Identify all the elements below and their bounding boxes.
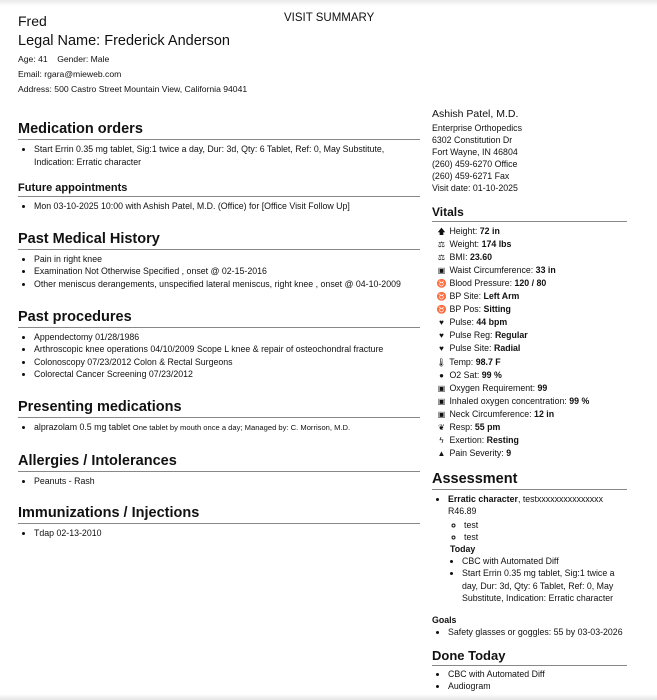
scale-icon: ⚖: [437, 252, 446, 262]
vital-value: 98.7 F: [475, 356, 501, 367]
list-item: • Arthroscopic knee operations 04/10/2009 Scope L knee & repair of osteochondral fracture: [34, 343, 420, 356]
heartbeat-icon: ♥: [439, 344, 444, 354]
heartbeat-icon: ♥: [439, 331, 444, 341]
vital-item: [436, 395, 627, 408]
vital-item: [436, 277, 627, 290]
diagnosis-item: [448, 493, 627, 543]
vital-label: BMI:: [449, 251, 468, 262]
arrow-up-icon: 🡅: [437, 226, 446, 236]
done-today-section: [432, 648, 627, 692]
section-heading: Presenting medications: [18, 398, 420, 418]
list-item: • Audiogram: [448, 680, 627, 692]
top-shadow: [0, 0, 657, 6]
medication-name: alprazolam 0.5 mg tablet: [34, 421, 131, 432]
thermometer-icon: 🌡: [436, 357, 447, 367]
list-item: • CBC with Automated Diff: [448, 668, 627, 680]
list-item: • Start Errin 0.35 mg tablet, Sig:1 twice a day, Dur: 3d, Qty: 6 Tablet, Ref: 0, May Substitute, Indication: Erratic character: [462, 567, 627, 604]
list-item: [34, 421, 420, 435]
practice-name: Enterprise Orthopedics: [432, 123, 522, 133]
vital-label: Pain Severity:: [449, 448, 504, 459]
medication-orders-section: [18, 120, 420, 168]
list-item: • Mon 03-10-2025 10:00 with Ashish Patel, M.D. (Office) for [Office Visit Follow Up]: [34, 200, 420, 213]
vital-item: [436, 225, 627, 238]
vital-item: [436, 369, 627, 382]
section-heading: Allergies / Intolerances: [18, 452, 420, 472]
heartbeat-icon: ♥: [439, 318, 444, 328]
presenting-medications-section: [18, 398, 420, 435]
vitals-list: [436, 225, 627, 461]
vital-value: 99 %: [481, 369, 502, 380]
section-heading: Assessment: [432, 470, 627, 490]
sub-item: ◦ test: [464, 531, 627, 543]
diagnosis-name: Erratic character: [448, 494, 518, 505]
office-phone: (260) 459-6270 Office: [432, 159, 518, 170]
leaf-icon: ❦: [438, 422, 445, 432]
vital-label: Waist Circumference:: [449, 264, 534, 275]
left-column: [18, 12, 420, 540]
list-item: • Colorectal Cancer Screening 07/23/2012: [34, 368, 420, 381]
vital-label: Height:: [449, 225, 478, 236]
vital-value: Regular: [494, 330, 528, 341]
section-heading: Done Today: [432, 648, 627, 666]
section-heading: Past procedures: [18, 308, 420, 328]
vital-label: Exertion:: [449, 435, 485, 446]
vitals-section: [432, 205, 627, 461]
document-title: VISIT SUMMARY: [284, 12, 375, 24]
vital-value: 99: [537, 382, 548, 393]
vital-value: 12 in: [534, 408, 555, 419]
vital-label: Pulse:: [449, 317, 474, 328]
stethoscope-icon: ♉: [436, 278, 447, 288]
list-item: • Examination Not Otherwise Specified , onset @ 02-15-2016: [34, 265, 420, 278]
vital-value: Radial: [493, 343, 521, 354]
vital-item: [436, 316, 627, 329]
vital-label: Neck Circumference:: [449, 408, 532, 419]
medkit-icon: ▣: [437, 383, 446, 393]
vital-item: [436, 290, 627, 303]
bolt-icon: ϟ: [439, 436, 444, 446]
list-item: • Other meniscus derangements, unspecified lateral meniscus, right knee , onset @ 04-10-2009: [34, 278, 420, 291]
vital-item: [436, 447, 627, 460]
vital-label: Blood Pressure:: [449, 277, 513, 288]
stethoscope-icon: ♉: [436, 292, 447, 302]
vital-item: [436, 356, 627, 369]
vital-label: Weight:: [449, 238, 480, 249]
address: Address: 500 Castro Street Mountain View, California 94041: [18, 84, 248, 94]
list-item: • CBC with Automated Diff: [462, 555, 627, 567]
warning-icon: ▲: [437, 449, 446, 459]
practice-city: Fort Wayne, IN 46804: [432, 147, 518, 158]
bottom-shadow: [0, 694, 657, 700]
vital-value: 72 in: [479, 225, 500, 236]
age-gender: [18, 52, 420, 67]
email: Email: rgara@mieweb.com: [18, 69, 122, 79]
provider-info: [432, 107, 627, 195]
right-column: [432, 107, 627, 693]
provider-name: Ashish Patel, M.D.: [432, 108, 519, 120]
medkit-icon: ▣: [437, 396, 446, 406]
section-heading: Medication orders: [18, 120, 420, 140]
vital-value: 33 in: [535, 264, 556, 275]
vital-item: [436, 238, 627, 251]
vital-label: BP Pos:: [449, 304, 482, 315]
vital-label: Inhaled oxygen concentration:: [449, 395, 567, 406]
weight-icon: ⚖: [437, 239, 446, 249]
patient-name: Fred: [18, 13, 47, 29]
vital-label: Pulse Reg:: [449, 330, 493, 341]
vital-label: Oxygen Requirement:: [449, 382, 536, 393]
fax: (260) 459-6271 Fax: [432, 171, 510, 182]
vital-value: Left Arm: [483, 291, 520, 302]
stethoscope-icon: ♉: [436, 305, 447, 315]
vital-value: 23.60: [470, 251, 493, 262]
goals-label: Goals: [432, 615, 457, 626]
list-item: • Pain in right knee: [34, 253, 420, 266]
list-item: • Peanuts - Rash: [34, 475, 420, 488]
goal-item: • Safety glasses or goggles: 55 by 03-03-2026: [448, 626, 627, 638]
vital-item: [436, 251, 627, 264]
vital-item: [436, 421, 627, 434]
vital-value: 55 pm: [474, 421, 501, 432]
vital-label: BP Site:: [449, 291, 482, 302]
gender: Gender: Male: [57, 54, 110, 64]
vital-value: Resting: [486, 435, 519, 446]
vital-value: 120 / 80: [514, 277, 547, 288]
section-heading: Past Medical History: [18, 230, 420, 250]
vital-item: [436, 264, 627, 277]
today-label: Today: [450, 544, 476, 555]
list-item: • Tdap 02-13-2010: [34, 527, 420, 540]
section-heading: Vitals: [432, 205, 627, 222]
medkit-icon: ▣: [437, 265, 446, 275]
assessment-section: [432, 470, 627, 638]
vital-label: Pulse Site:: [449, 343, 492, 354]
list-item: • Appendectomy 01/28/1986: [34, 331, 420, 344]
past-procedures-section: [18, 308, 420, 381]
vital-item: [436, 342, 627, 355]
section-heading: Immunizations / Injections: [18, 504, 420, 524]
practice-street: 6302 Constitution Dr: [432, 135, 513, 146]
sub-item: ◦ test: [464, 519, 627, 531]
allergies-section: [18, 452, 420, 488]
future-appointments-section: [18, 181, 420, 213]
past-medical-history-section: [18, 230, 420, 291]
vital-value: 99 %: [569, 395, 590, 406]
drop-icon: ●: [439, 370, 444, 380]
vital-value: 44 bpm: [476, 317, 508, 328]
vital-item: [436, 329, 627, 342]
vital-value: 9: [506, 448, 512, 459]
list-item: • Colonoscopy 07/23/2012 Colon & Rectal Surgeons: [34, 356, 420, 369]
vital-value: 174 lbs: [481, 238, 512, 249]
vital-item: [436, 382, 627, 395]
legal-name: Legal Name: Frederick Anderson: [18, 33, 230, 49]
vital-label: O2 Sat:: [449, 369, 480, 380]
vital-item: [436, 303, 627, 316]
vital-item: [436, 434, 627, 447]
medkit-icon: ▣: [437, 409, 446, 419]
vital-label: Resp:: [449, 421, 473, 432]
section-heading: Future appointments: [18, 181, 420, 197]
diagnosis-detail: , testxxxxxxxxxxxxxxx R46.89: [448, 494, 603, 517]
visit-date: Visit date: 01-10-2025: [432, 183, 518, 194]
vital-item: [436, 408, 627, 421]
list-item: • Start Errin 0.35 mg tablet, Sig:1 twice a day, Dur: 3d, Qty: 6 Tablet, Ref: 0, May Substitute, Indication: Erratic character: [34, 143, 420, 168]
immunizations-section: [18, 504, 420, 540]
vital-label: Temp:: [449, 356, 474, 367]
vital-value: Sitting: [483, 304, 511, 315]
medication-detail: One tablet by mouth once a day; Managed by: C. Morrison, M.D.: [132, 422, 351, 432]
age: Age: 41: [18, 54, 48, 64]
